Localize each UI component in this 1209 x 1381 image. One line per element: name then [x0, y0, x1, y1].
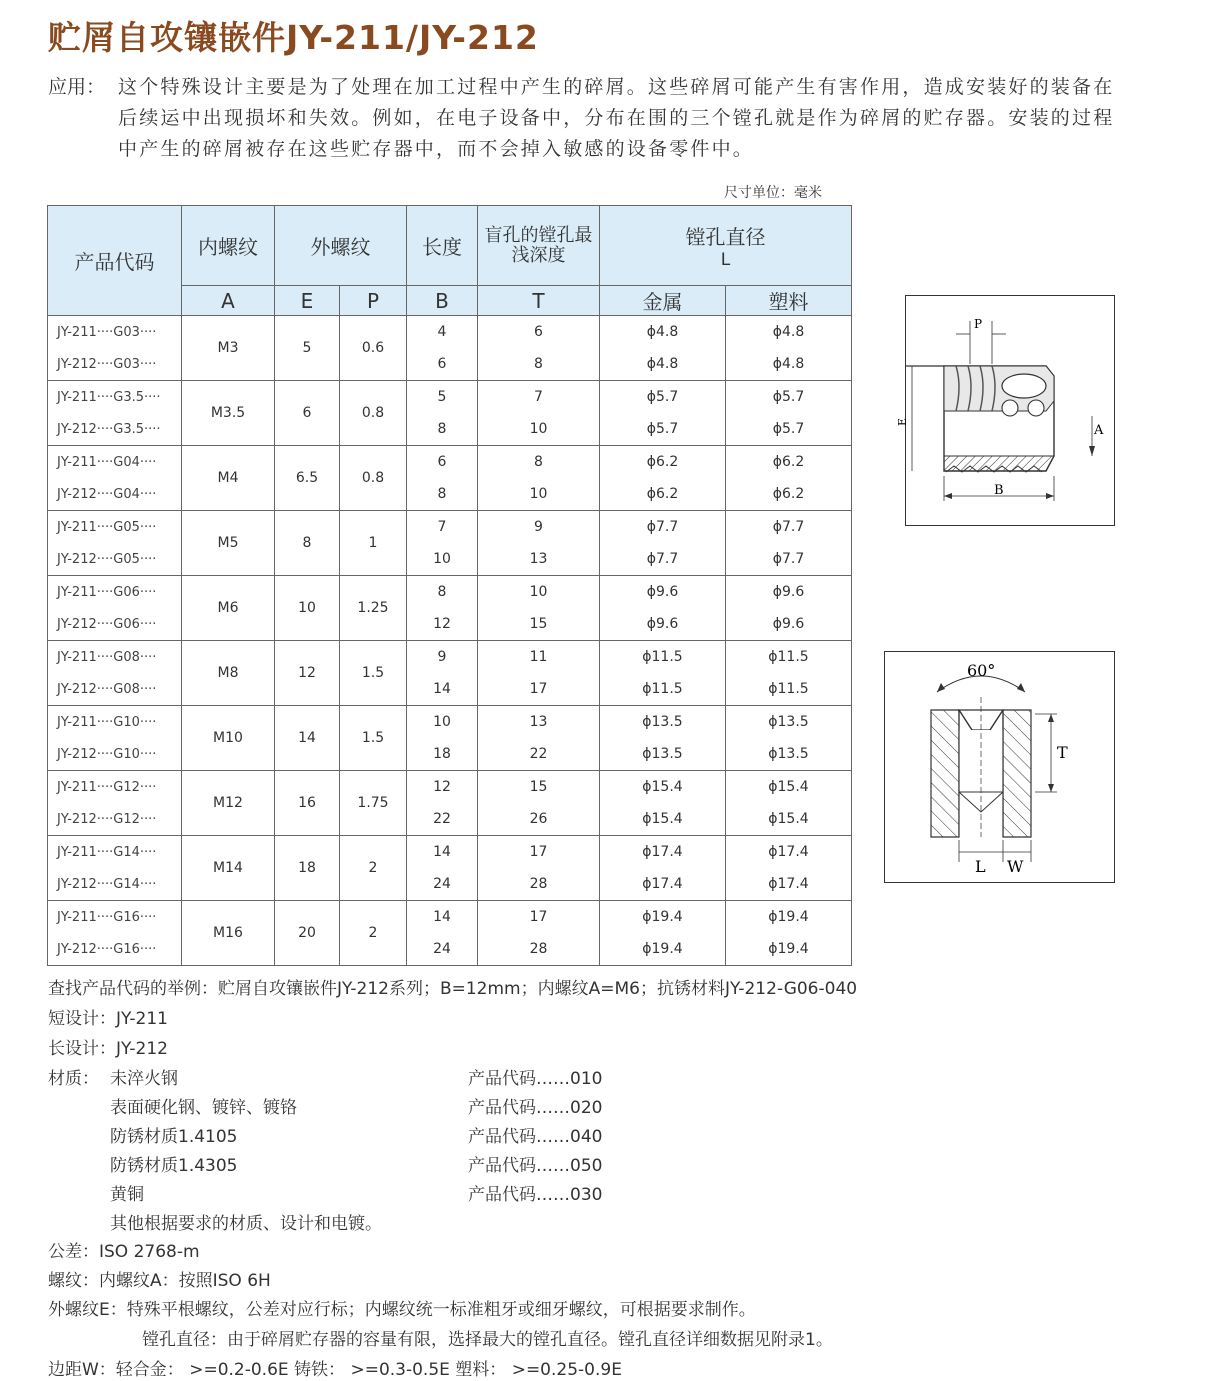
- cell-length-value: 22: [433, 811, 451, 827]
- cell-depth-value: 28: [529, 876, 548, 892]
- header-b: B: [407, 286, 478, 316]
- cell-length: [407, 381, 478, 446]
- tolerance-note: 公差：ISO 2768-m: [48, 1242, 200, 1262]
- cell-metal: [600, 706, 726, 771]
- cell-metal-value: ϕ5.7: [646, 389, 679, 405]
- cell-metal: [600, 641, 726, 706]
- label-b: B: [994, 483, 1004, 498]
- page-title: 贮屑自攻镶嵌件JY-211/JY-212: [48, 18, 539, 57]
- cell-length-value: 12: [433, 616, 451, 632]
- material-label: 材质：: [48, 1069, 99, 1089]
- cell-code: [48, 706, 182, 771]
- cell-code-value: JY-211····G03····: [57, 324, 157, 340]
- cell-code-value: JY-212····G08····: [57, 681, 157, 697]
- cell-length: [407, 901, 478, 966]
- cell-code-value: JY-211····G12····: [57, 779, 157, 795]
- cell-plastic-value: ϕ17.4: [768, 876, 809, 892]
- cell-metal-value: ϕ5.7: [646, 421, 679, 437]
- table-row: [48, 511, 852, 576]
- cell-code: [48, 381, 182, 446]
- cell-length-value: 8: [437, 584, 447, 600]
- cell-metal: [600, 576, 726, 641]
- cell-metal-value: ϕ13.5: [642, 714, 683, 730]
- cell-plastic: [726, 771, 852, 836]
- cell-length: [407, 446, 478, 511]
- cell-depth-value: 22: [529, 746, 548, 762]
- cell-code-value: JY-211····G10····: [57, 714, 157, 730]
- cell-depth-value: 10: [529, 584, 548, 600]
- header-e: E: [275, 286, 340, 316]
- cell-pitch: 1.5: [340, 641, 407, 706]
- cell-pitch: 1.5: [340, 706, 407, 771]
- cell-outer-e: 6: [275, 381, 340, 446]
- cell-metal-value: ϕ15.4: [642, 811, 683, 827]
- cell-depth: [478, 381, 600, 446]
- cell-inner-thread: M10: [182, 706, 275, 771]
- cell-depth-value: 13: [529, 714, 548, 730]
- spec-table: [47, 205, 852, 966]
- cell-depth-value: 28: [529, 941, 548, 957]
- cell-depth-value: 8: [534, 356, 543, 372]
- header-metal: 金属: [600, 286, 726, 316]
- cell-code-value: JY-212····G14····: [57, 876, 157, 892]
- cell-metal: [600, 771, 726, 836]
- cell-plastic-value: ϕ15.4: [768, 811, 809, 827]
- cell-inner-thread: M12: [182, 771, 275, 836]
- cell-code-value: JY-212····G03····: [57, 356, 157, 372]
- table-row: [48, 706, 852, 771]
- cell-outer-e: 14: [275, 706, 340, 771]
- cell-outer-e: 16: [275, 771, 340, 836]
- cell-plastic: [726, 316, 852, 381]
- cell-length-value: 7: [437, 519, 447, 535]
- cell-code-value: JY-212····G3.5····: [57, 421, 161, 437]
- cell-plastic-value: ϕ19.4: [768, 909, 809, 925]
- table-row: [48, 901, 852, 966]
- cell-outer-e: 8: [275, 511, 340, 576]
- cell-pitch: 0.6: [340, 316, 407, 381]
- header-bore-sub: L: [720, 250, 731, 270]
- cell-code: [48, 316, 182, 381]
- cell-metal-value: ϕ9.6: [646, 616, 679, 632]
- cell-metal-value: ϕ4.8: [646, 324, 679, 340]
- cell-length-value: 8: [437, 486, 447, 502]
- application-paragraph: [48, 72, 1128, 165]
- table-row: [48, 771, 852, 836]
- cell-code-value: JY-212····G16····: [57, 941, 157, 957]
- cell-outer-e: 12: [275, 641, 340, 706]
- insert-diagram: [896, 295, 1115, 526]
- cell-code-value: JY-212····G06····: [57, 616, 157, 632]
- cell-metal: [600, 511, 726, 576]
- cell-length: [407, 316, 478, 381]
- cell-length: [407, 511, 478, 576]
- cell-code-value: JY-212····G12····: [57, 811, 157, 827]
- material-name: 黄铜: [110, 1185, 144, 1205]
- cell-depth-value: 17: [529, 909, 548, 925]
- cell-code: [48, 576, 182, 641]
- cell-depth-value: 17: [529, 681, 548, 697]
- cell-plastic-value: ϕ9.6: [772, 616, 805, 632]
- application-text: 这个特殊设计主要是为了处理在加工过程中产生的碎屑。这些碎屑可能产生有害作用，造成安装好的装备在后续运中出现损坏和失效。例如，在电子设备中，分布在围的三个镗孔就是作为碎屑的贮存器。安装的过程中产生的碎屑被存在这些贮存器中，而不会掉入敏感的设备零件中。: [118, 76, 1115, 160]
- cell-length-value: 4: [437, 324, 447, 340]
- cell-outer-e: 5: [275, 316, 340, 381]
- cell-length: [407, 641, 478, 706]
- cell-depth: [478, 511, 600, 576]
- cell-plastic-value: ϕ9.6: [772, 584, 805, 600]
- cell-metal-value: ϕ19.4: [642, 909, 683, 925]
- cell-depth-value: 7: [534, 389, 543, 405]
- short-design: 短设计：JY-211: [48, 1009, 168, 1029]
- cell-plastic-value: ϕ19.4: [768, 941, 809, 957]
- cell-code: [48, 641, 182, 706]
- header-p: P: [340, 286, 407, 316]
- cell-inner-thread: M16: [182, 901, 275, 966]
- cell-depth: [478, 641, 600, 706]
- cell-plastic: [726, 381, 852, 446]
- cell-metal: [600, 316, 726, 381]
- cell-metal-value: ϕ13.5: [642, 746, 683, 762]
- cell-metal: [600, 901, 726, 966]
- cell-length-value: 14: [433, 844, 451, 860]
- material-code: 产品代码……020: [468, 1098, 603, 1118]
- material-code: 产品代码……050: [468, 1156, 603, 1176]
- header-a: A: [182, 286, 275, 316]
- cell-outer-e: 20: [275, 901, 340, 966]
- cell-length-value: 24: [433, 876, 451, 892]
- cell-depth-value: 15: [529, 779, 548, 795]
- label-t: T: [1057, 743, 1068, 762]
- cell-plastic-value: ϕ4.8: [772, 356, 805, 372]
- table-row: [48, 316, 852, 381]
- cell-inner-thread: M5: [182, 511, 275, 576]
- cell-code-value: JY-212····G05····: [57, 551, 157, 567]
- cell-length-value: 9: [437, 649, 447, 665]
- cell-metal: [600, 836, 726, 901]
- cell-length-value: 6: [437, 356, 447, 372]
- cell-length: [407, 771, 478, 836]
- cell-code: [48, 511, 182, 576]
- example-note: 查找产品代码的举例：贮屑自攻镶嵌件JY-212系列；B=12mm；内螺纹A=M6；抗锈材料JY-212-G06-040: [48, 979, 858, 999]
- cell-plastic: [726, 576, 852, 641]
- material-name: 防锈材质1.4305: [110, 1156, 238, 1176]
- table-row: [48, 381, 852, 446]
- cell-depth-value: 10: [529, 486, 548, 502]
- header-outer-thread: 外螺纹: [275, 206, 407, 286]
- cell-code-value: JY-211····G14····: [57, 844, 157, 860]
- cell-inner-thread: M6: [182, 576, 275, 641]
- cell-plastic: [726, 706, 852, 771]
- cell-length-value: 24: [433, 941, 451, 957]
- table-row: [48, 576, 852, 641]
- cell-plastic: [726, 511, 852, 576]
- cell-metal-value: ϕ11.5: [642, 649, 683, 665]
- cell-length-value: 5: [437, 389, 447, 405]
- cell-metal-value: ϕ4.8: [646, 356, 679, 372]
- cell-code-value: JY-212····G10····: [57, 746, 157, 762]
- cell-code-value: JY-211····G08····: [57, 649, 157, 665]
- cell-plastic-value: ϕ6.2: [772, 454, 805, 470]
- bore-drawing: [885, 652, 1114, 882]
- cell-plastic: [726, 901, 852, 966]
- cell-depth: [478, 836, 600, 901]
- cell-plastic-value: ϕ5.7: [772, 421, 805, 437]
- cell-depth-value: 9: [534, 519, 543, 535]
- cell-plastic-value: ϕ7.7: [772, 551, 805, 567]
- cell-inner-thread: M3: [182, 316, 275, 381]
- cell-length: [407, 576, 478, 641]
- cell-metal-value: ϕ17.4: [642, 844, 683, 860]
- cell-depth-value: 17: [529, 844, 548, 860]
- cell-pitch: 1.75: [340, 771, 407, 836]
- cell-plastic: [726, 641, 852, 706]
- unit-note: 尺寸单位：毫米: [724, 185, 822, 201]
- material-name: 防锈材质1.4105: [110, 1127, 238, 1147]
- cell-pitch: 0.8: [340, 446, 407, 511]
- cell-length-value: 14: [433, 681, 451, 697]
- cell-depth: [478, 771, 600, 836]
- cell-metal-value: ϕ15.4: [642, 779, 683, 795]
- cell-depth-value: 11: [529, 649, 548, 665]
- header-inner-thread: 内螺纹: [182, 206, 275, 286]
- label-e: E: [896, 417, 909, 426]
- cell-code: [48, 446, 182, 511]
- header-length: 长度: [407, 206, 478, 286]
- cell-depth-value: 8: [534, 454, 543, 470]
- thread-note: 螺纹：内螺纹A：按照ISO 6H: [48, 1271, 271, 1291]
- cell-code-value: JY-211····G04····: [57, 454, 157, 470]
- cell-plastic-value: ϕ17.4: [768, 844, 809, 860]
- cell-length-value: 10: [433, 714, 451, 730]
- cell-metal: [600, 446, 726, 511]
- cell-depth: [478, 316, 600, 381]
- cell-pitch: 2: [340, 836, 407, 901]
- cell-plastic-value: ϕ13.5: [768, 714, 809, 730]
- long-design: 长设计：JY-212: [48, 1039, 168, 1059]
- margin-note: 边距W：轻合金： >=0.2-0.6E 铸铁： >=0.3-0.5E 塑料： >=0.25-0.9E: [48, 1360, 622, 1380]
- table-row: [48, 446, 852, 511]
- cell-inner-thread: M14: [182, 836, 275, 901]
- cell-length-value: 6: [437, 454, 447, 470]
- cell-code: [48, 901, 182, 966]
- material-name: 表面硬化钢、镀锌、镀铬: [110, 1098, 297, 1118]
- cell-metal-value: ϕ6.2: [646, 486, 679, 502]
- cell-pitch: 1.25: [340, 576, 407, 641]
- cell-length: [407, 706, 478, 771]
- cell-outer-e: 18: [275, 836, 340, 901]
- bore-diagram: [884, 651, 1115, 883]
- cell-metal-value: ϕ6.2: [646, 454, 679, 470]
- cell-plastic-value: ϕ15.4: [768, 779, 809, 795]
- label-a: A: [1094, 423, 1104, 438]
- label-l: L: [975, 857, 986, 876]
- cell-depth-value: 15: [529, 616, 548, 632]
- table-row: [48, 836, 852, 901]
- cell-depth: [478, 901, 600, 966]
- header-plastic: 塑料: [726, 286, 852, 316]
- cell-code-value: JY-211····G05····: [57, 519, 157, 535]
- cell-code: [48, 771, 182, 836]
- material-code: 产品代码……040: [468, 1127, 603, 1147]
- material-code: 产品代码……030: [468, 1185, 603, 1205]
- cell-plastic-value: ϕ7.7: [772, 519, 805, 535]
- cell-length-value: 18: [433, 746, 451, 762]
- cell-plastic-value: ϕ6.2: [772, 486, 805, 502]
- cell-length-value: 12: [433, 779, 451, 795]
- cell-length-value: 10: [433, 551, 451, 567]
- cell-inner-thread: M4: [182, 446, 275, 511]
- label-w: W: [1007, 857, 1024, 876]
- material-code: 产品代码……010: [468, 1069, 603, 1089]
- table-row: [48, 641, 852, 706]
- cell-metal-value: ϕ17.4: [642, 876, 683, 892]
- header-depth: 盲孔的镗孔最浅深度: [478, 206, 600, 286]
- header-bore: [600, 206, 852, 286]
- cell-plastic-value: ϕ11.5: [768, 649, 809, 665]
- cell-inner-thread: M3.5: [182, 381, 275, 446]
- header-t: T: [478, 286, 600, 316]
- cell-plastic-value: ϕ4.8: [772, 324, 805, 340]
- cell-plastic-value: ϕ13.5: [768, 746, 809, 762]
- cell-depth-value: 10: [529, 421, 548, 437]
- cell-plastic-value: ϕ11.5: [768, 681, 809, 697]
- cell-outer-e: 10: [275, 576, 340, 641]
- cell-length-value: 14: [433, 909, 451, 925]
- cell-depth: [478, 446, 600, 511]
- cell-pitch: 2: [340, 901, 407, 966]
- cell-depth: [478, 706, 600, 771]
- cell-code-value: JY-211····G06····: [57, 584, 157, 600]
- cell-code-value: JY-211····G16····: [57, 909, 157, 925]
- cell-metal-value: ϕ7.7: [646, 519, 679, 535]
- cell-pitch: 1: [340, 511, 407, 576]
- cell-depth-value: 6: [534, 324, 543, 340]
- cell-metal: [600, 381, 726, 446]
- cell-plastic: [726, 446, 852, 511]
- label-p: P: [974, 317, 983, 331]
- cell-depth-value: 13: [529, 551, 548, 567]
- cell-code: [48, 836, 182, 901]
- cell-depth: [478, 576, 600, 641]
- cell-plastic: [726, 836, 852, 901]
- cell-metal-value: ϕ11.5: [642, 681, 683, 697]
- outer-thread-note: 外螺纹E：特殊平根螺纹，公差对应行标；内螺纹统一标准粗牙或细牙螺纹，可根据要求制作。: [48, 1300, 756, 1320]
- cell-depth-value: 26: [529, 811, 548, 827]
- insert-drawing: [896, 296, 1114, 525]
- cell-code-value: JY-212····G04····: [57, 486, 157, 502]
- cell-metal-value: ϕ9.6: [646, 584, 679, 600]
- cell-length-value: 8: [437, 421, 447, 437]
- label-angle: 60°: [967, 661, 996, 680]
- cell-metal-value: ϕ7.7: [646, 551, 679, 567]
- cell-length: [407, 836, 478, 901]
- cell-outer-e: 6.5: [275, 446, 340, 511]
- header-code: 产品代码: [48, 206, 182, 316]
- application-label: 应用：: [48, 76, 106, 98]
- cell-metal-value: ϕ19.4: [642, 941, 683, 957]
- cell-inner-thread: M8: [182, 641, 275, 706]
- material-name: 未淬火钢: [110, 1069, 178, 1089]
- header-bore-title: 镗孔直径: [685, 225, 766, 249]
- cell-pitch: 0.8: [340, 381, 407, 446]
- cell-code-value: JY-211····G3.5····: [57, 389, 161, 405]
- material-other: 其他根据要求的材质、设计和电镀。: [110, 1214, 382, 1234]
- cell-plastic-value: ϕ5.7: [772, 389, 805, 405]
- bore-note: 镗孔直径：由于碎屑贮存器的容量有限，选择最大的镗孔直径。镗孔直径详细数据见附录1。: [142, 1330, 833, 1350]
